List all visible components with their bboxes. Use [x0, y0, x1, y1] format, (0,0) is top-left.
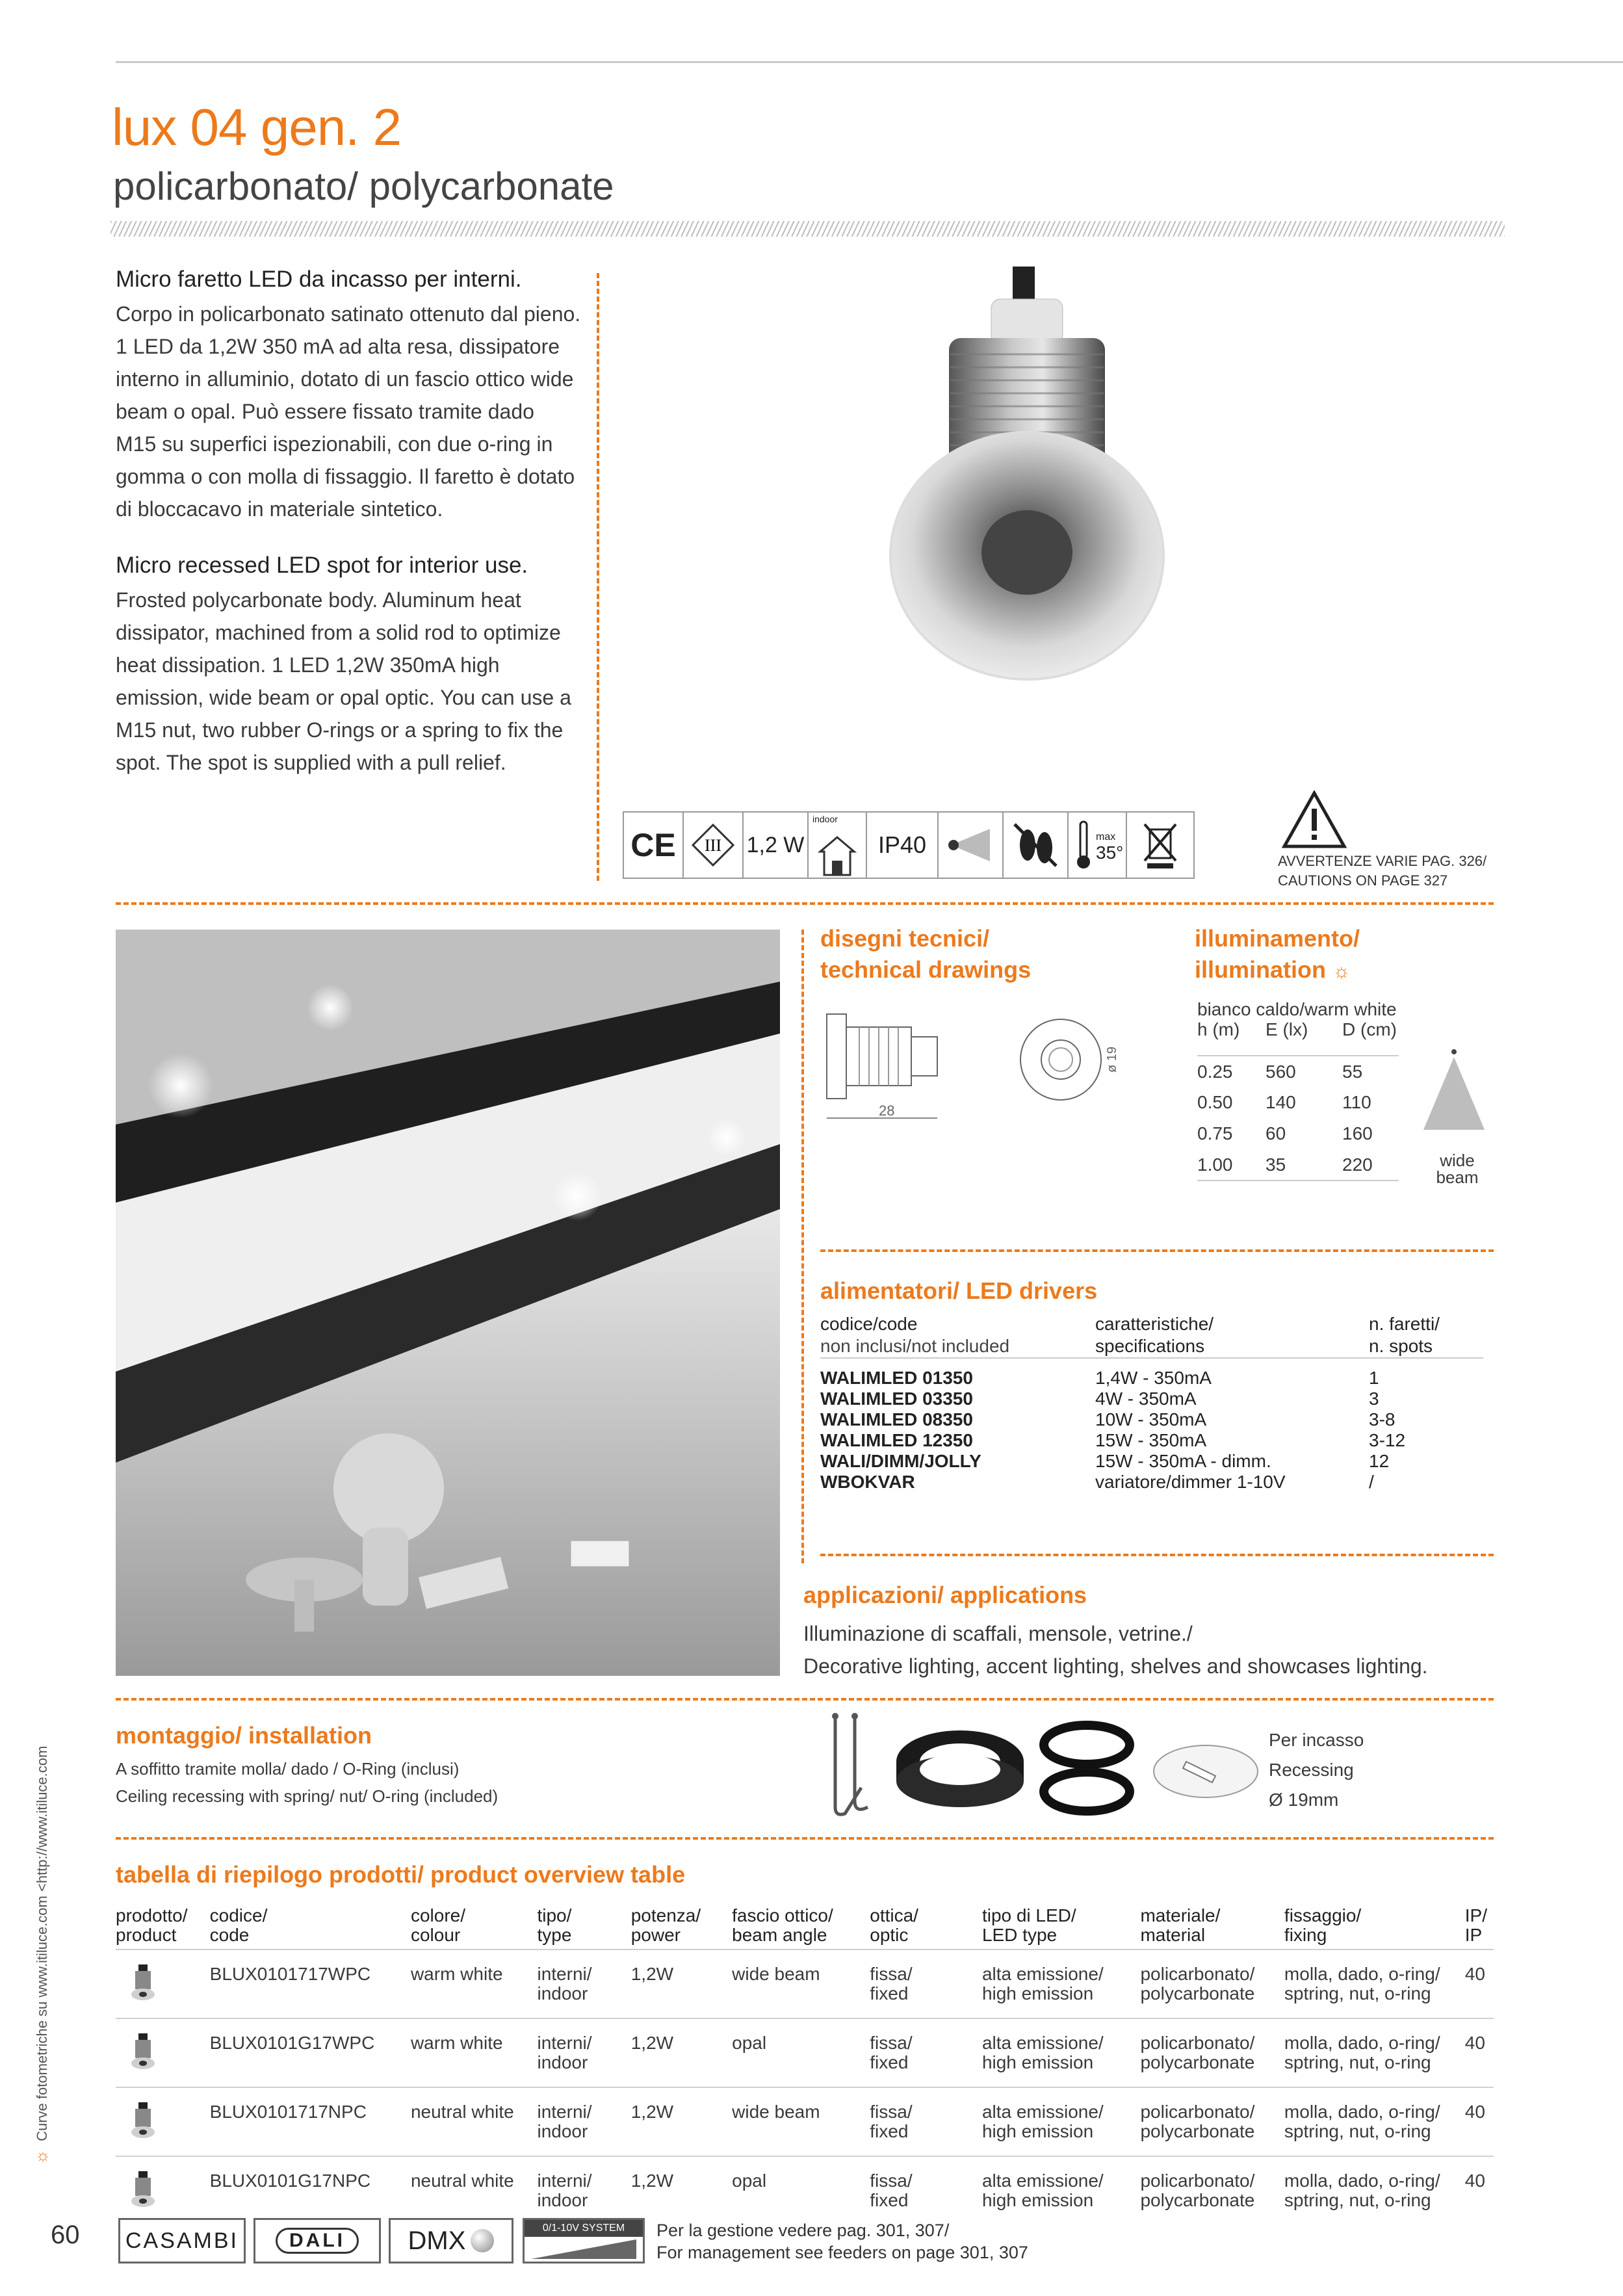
header-line: fixing [1284, 1925, 1327, 1945]
class-label: III [705, 836, 721, 855]
warning-line: AVVERTENZE VARIE PAG. 326/ [1278, 853, 1487, 869]
product-code: BLUX0101G17NPC [210, 2156, 411, 2224]
thermometer-icon [1074, 819, 1093, 871]
header-line: caratteristiche/ [1095, 1314, 1214, 1334]
cell-line: policarbonato/ [1140, 2102, 1255, 2122]
table-row [1197, 1087, 1399, 1118]
table-header [982, 1902, 1141, 1950]
product-photo [871, 267, 1189, 696]
table-header [210, 1902, 411, 1950]
illumination-title [1195, 923, 1360, 987]
management-line: Per la gestione vedere pag. 301, 307/ [656, 2221, 950, 2240]
cell-line: high emission [981, 2052, 1094, 2072]
management-note [656, 2219, 1028, 2263]
table-row [116, 2087, 1494, 2156]
cell-line: high emission [981, 2121, 1094, 2141]
page-number: 60 [51, 2221, 80, 2249]
drawings-title-en: technical drawings [820, 956, 1032, 983]
application-photo [116, 930, 780, 1676]
cell-line: fixed [870, 2190, 909, 2210]
glass-box [571, 1541, 629, 1567]
text-line: Frosted polycarbonate body. Aluminum heat [116, 588, 521, 612]
header-line: fissaggio/ [1284, 1905, 1362, 1925]
header-line: colore/ [410, 1905, 465, 1925]
cell-line: molla, dado, o-ring/ [1284, 2033, 1440, 2053]
dmx-globe-icon [471, 2229, 494, 2252]
header-line: n. faretti/ [1369, 1314, 1440, 1334]
table-cell [982, 2156, 1141, 2224]
table-cell [982, 1950, 1141, 2018]
o-ring-icon [1035, 1719, 1139, 1823]
table-cell: 1,2W [631, 2156, 732, 2224]
text-line: beam o opal. Può essere fissato tramite dado [116, 400, 534, 423]
table-cell: 40 [1465, 2018, 1494, 2087]
illumination-subtitle: bianco caldo/warm white [1197, 999, 1397, 1019]
text-line: M15 nut, two rubber O-rings or a spring to fix the [116, 718, 564, 742]
indoor-label: indoor [812, 814, 838, 824]
description-it-body [116, 298, 584, 525]
illumination-title-en-row [1195, 954, 1360, 987]
hatch-divider [110, 221, 1505, 237]
header-line: potenza/ [630, 1905, 701, 1925]
illumination-header-row [1197, 1019, 1399, 1056]
table-cell: 40 [1465, 2156, 1494, 2224]
header-line: type [537, 1925, 572, 1945]
header-line: optic [870, 1925, 909, 1945]
installation-title: montaggio/ installation [116, 1722, 372, 1749]
table-cell: 1,4W - 350mA [1095, 1368, 1212, 1388]
table-row [1197, 1149, 1399, 1181]
cell-line: fissa/ [870, 1964, 913, 1984]
drivers-header [820, 1313, 1483, 1359]
product-thumbnail-cell [116, 1950, 210, 2018]
description-en-body [116, 584, 584, 779]
table-row [1197, 1118, 1399, 1149]
table-cell: 40 [1465, 1950, 1494, 2018]
tmax-block [1096, 829, 1123, 861]
applications-line: Illuminazione di scaffali, mensole, vetrine./ [803, 1622, 1193, 1645]
header-line: n. spots [1369, 1336, 1433, 1356]
table-cell: 1.00 [1197, 1154, 1233, 1175]
header-line: tipo di LED/ [981, 1905, 1076, 1925]
table-header: E (lx) [1266, 1019, 1308, 1039]
cell-line: indoor [537, 2190, 588, 2210]
dimmer-system-logo [523, 2218, 645, 2263]
table-header [870, 1902, 982, 1950]
cell-line: sptring, nut, o-ring [1284, 2052, 1431, 2072]
table-cell: WALIMLED 12350 [820, 1430, 973, 1450]
header-line: prodotto/ [116, 1905, 188, 1925]
warning-line: CAUTIONS ON PAGE 327 [1278, 872, 1448, 889]
table-row [116, 2156, 1494, 2224]
recess-icon [1150, 1736, 1261, 1807]
sidebar-vertical-text [31, 1580, 57, 2165]
beam-cone-icon [1418, 1047, 1490, 1131]
header-line: IP [1464, 1925, 1483, 1945]
table-cell: 15W - 350mA [1095, 1430, 1207, 1450]
table-cell: warm white [411, 1950, 538, 2018]
header-line: non inclusi/not included [820, 1336, 1010, 1356]
cell-line: alta emissione/ [981, 2171, 1104, 2191]
cell-line: interni/ [537, 1964, 592, 1984]
description-it-title: Micro faretto LED da incasso per interni. [116, 267, 522, 292]
class-iii-diamond [690, 822, 736, 868]
text-line: dissipator, machined from a solid rod to optimize [116, 621, 561, 644]
dimmer-logo-text: 0/1-10V SYSTEM [525, 2220, 643, 2237]
drivers-spec-header [1095, 1313, 1214, 1357]
table-cell: warm white [411, 2018, 538, 2087]
table-cell: WALIMLED 01350 [820, 1368, 973, 1388]
table-cell: 10W - 350mA [1095, 1409, 1207, 1429]
management-line: For management see feeders on page 301, 307 [656, 2243, 1028, 2262]
table-cell [1140, 2087, 1284, 2156]
table-cell: 1,2W [631, 2087, 732, 2156]
table-cell [1140, 2156, 1284, 2224]
table-cell: WALIMLED 08350 [820, 1409, 973, 1429]
recess-line: Ø 19mm [1269, 1790, 1339, 1810]
table-cell [1284, 2087, 1465, 2156]
text-line: emission, wide beam or opal optic. You can use a [116, 686, 571, 709]
table-cell: opal [732, 2156, 870, 2224]
tmax-label: max [1096, 831, 1116, 842]
sculpture-body [363, 1528, 408, 1606]
light-glow [707, 1118, 746, 1157]
cell-line: sptring, nut, o-ring [1284, 2190, 1431, 2210]
table-header: h (m) [1197, 1019, 1240, 1039]
cell-line: molla, dado, o-ring/ [1284, 1964, 1440, 1984]
installation-line: Ceiling recessing with spring/ nut/ O-ring (included) [116, 1786, 499, 1806]
lens-center [981, 510, 1072, 595]
drawings-title [820, 923, 1031, 985]
table-cell: 0.50 [1197, 1092, 1233, 1112]
table-row [1197, 1056, 1399, 1087]
table-header [537, 1902, 630, 1950]
applications-text [803, 1617, 1428, 1682]
table-cell: / [1369, 1472, 1374, 1492]
cell-line: polycarbonate [1140, 2052, 1255, 2072]
table-cell: WALIMLED 03350 [820, 1389, 973, 1409]
product-subtitle: policarbonato/ polycarbonate [113, 164, 614, 208]
cell-line: polycarbonate [1140, 2121, 1255, 2141]
table-row [820, 1389, 1483, 1409]
class-iii-icon [684, 813, 744, 878]
table-cell: 60 [1266, 1123, 1286, 1143]
cell-line: fissa/ [870, 2102, 913, 2122]
table-cell: 220 [1342, 1154, 1373, 1175]
cell-line: sptring, nut, o-ring [1284, 2121, 1431, 2141]
header-line: codice/code [820, 1314, 918, 1334]
cell-line: fixed [870, 2121, 909, 2141]
drivers-n-header [1369, 1313, 1440, 1357]
dali-logo-text: DALI [276, 2228, 359, 2254]
table-header: D (cm) [1342, 1019, 1397, 1039]
table-row [820, 1472, 1483, 1493]
table-cell: 560 [1266, 1061, 1296, 1082]
table-cell: neutral white [411, 2087, 538, 2156]
dim-diameter: ø 19 [1105, 1046, 1119, 1073]
text-line: M15 su superfici ispezionabili, con due o-ring in [116, 432, 553, 456]
table-cell: 35 [1266, 1154, 1286, 1175]
header-line: codice/ [209, 1905, 268, 1925]
header-line: LED type [981, 1925, 1058, 1945]
beam-label [1431, 1152, 1483, 1186]
table-cell [870, 2018, 982, 2087]
cell-line: alta emissione/ [981, 2033, 1104, 2053]
table-header [1284, 1902, 1465, 1950]
header-line: ottica/ [870, 1905, 918, 1925]
warning-text [1278, 852, 1487, 891]
cell-line: fixed [870, 2052, 909, 2072]
table-cell [982, 2087, 1141, 2156]
header-line: tipo/ [537, 1905, 572, 1925]
table-header [631, 1902, 732, 1950]
table-cell: wide beam [732, 1950, 870, 2018]
table-cell [1140, 1950, 1284, 2018]
cell-line: policarbonato/ [1140, 2033, 1255, 2053]
drivers-title: alimentatori/ LED drivers [820, 1277, 1098, 1304]
table-cell: 40 [1465, 2087, 1494, 2156]
light-glow [307, 984, 354, 1031]
beam-label-line: wide [1440, 1151, 1475, 1170]
dmx-logo-text: DMX [408, 2226, 466, 2255]
cell-line: high emission [981, 2190, 1094, 2210]
table-header [411, 1902, 538, 1950]
cell-line: alta emissione/ [981, 2102, 1104, 2122]
sun-icon: ☼ [31, 2149, 51, 2165]
cell-line: fissa/ [870, 2033, 913, 2053]
section-divider [116, 1698, 1494, 1701]
overview-header-row [116, 1902, 1494, 1950]
illumination-title-en: illumination [1195, 956, 1326, 983]
overview-table [116, 1902, 1494, 2224]
header-line: IP/ [1464, 1905, 1487, 1925]
header-line: material [1140, 1925, 1206, 1945]
warning-icon [1282, 790, 1347, 849]
product-thumbnail-icon [130, 2171, 156, 2208]
cell-line: fixed [870, 1983, 909, 2003]
header-line: colour [410, 1925, 461, 1945]
table-cell: variatore/dimmer 1-10V [1095, 1472, 1286, 1492]
tmax-value: 35° [1096, 842, 1124, 863]
table-cell: WBOKVAR [820, 1472, 915, 1492]
installation-line: A soffitto tramite molla/ dado / O-Ring (inclusi) [116, 1759, 460, 1779]
header-line: product [116, 1925, 177, 1945]
cell-line: policarbonato/ [1140, 1964, 1255, 1984]
table-row [820, 1451, 1483, 1472]
product-code: BLUX0101G17WPC [210, 2018, 411, 2087]
table-header [1465, 1902, 1494, 1950]
table-cell [537, 2087, 630, 2156]
table-cell: 110 [1342, 1092, 1371, 1112]
cell-line: interni/ [537, 2102, 592, 2122]
temperature-icon [1069, 813, 1127, 878]
section-divider [820, 1249, 1494, 1252]
table-cell: 0.25 [1197, 1061, 1233, 1082]
footprints-icon [1009, 819, 1061, 871]
description [116, 267, 584, 779]
table-cell [870, 2156, 982, 2224]
recess-line: Per incasso [1269, 1730, 1364, 1750]
table-cell: 4W - 350mA [1095, 1389, 1197, 1409]
table-cell: 12 [1369, 1451, 1390, 1471]
technical-drawing [820, 1008, 1132, 1131]
product-title: lux 04 gen. 2 [112, 98, 402, 156]
table-cell [537, 1950, 630, 2018]
mushroom-stem [294, 1580, 314, 1632]
table-cell [1284, 1950, 1465, 2018]
table-cell: neutral white [411, 2156, 538, 2224]
product-thumbnail-icon [130, 1964, 156, 2001]
table-header [116, 1902, 210, 1950]
table-cell [537, 2156, 630, 2224]
vertical-divider [801, 930, 804, 1563]
text-line: heat dissipation. 1 LED 1,2W 350mA high [116, 653, 500, 677]
text-line: di bloccacavo in materiale sintetico. [116, 497, 443, 521]
table-cell: 1 [1369, 1368, 1379, 1388]
sidebar-link-text: Curve fotometriche su www.itiluce.com <http://www.itiluce.com [34, 1745, 50, 2141]
top-rule [116, 61, 1623, 63]
applications-title: applicazioni/ applications [803, 1582, 1087, 1608]
indoor-icon [809, 813, 867, 878]
header-line: power [630, 1925, 681, 1945]
dimmer-ramp-icon [525, 2237, 643, 2262]
table-cell: 3 [1369, 1389, 1379, 1409]
table-cell: 140 [1266, 1092, 1296, 1112]
cable-gland [991, 299, 1063, 345]
section-divider [116, 902, 1494, 905]
table-cell [1140, 2018, 1284, 2087]
product-thumbnail-cell [116, 2156, 210, 2224]
house-icon [818, 832, 857, 878]
weee-icon [1127, 813, 1193, 878]
dali-logo [253, 2218, 381, 2263]
power-label: 1,2 W [744, 813, 809, 878]
cell-line: indoor [537, 1983, 588, 2003]
text-line: 1 LED da 1,2W 350 mA ad alta resa, dissipatore [116, 335, 560, 358]
table-cell: 55 [1342, 1061, 1363, 1082]
spotlight-icon [939, 813, 1004, 878]
installation-text [116, 1755, 498, 1810]
table-row [820, 1409, 1483, 1430]
cell-line: polycarbonate [1140, 2190, 1255, 2210]
certification-strip [623, 811, 1195, 879]
light-glow [552, 1171, 602, 1221]
product-code: BLUX0101717WPC [210, 1950, 411, 2018]
table-header [1140, 1902, 1284, 1950]
cell-line: molla, dado, o-ring/ [1284, 2171, 1440, 2191]
section-divider [116, 1837, 1494, 1840]
table-cell: 3-12 [1369, 1430, 1406, 1450]
cell-line: policarbonato/ [1140, 2171, 1255, 2191]
table-row [820, 1368, 1483, 1389]
table-cell: 0.75 [1197, 1123, 1233, 1143]
product-thumbnail-cell [116, 2087, 210, 2156]
cell-line: sptring, nut, o-ring [1284, 1983, 1431, 2003]
table-cell: 1,2W [631, 2018, 732, 2087]
crossed-bin-icon [1141, 819, 1180, 871]
sun-icon: ☼ [1332, 961, 1351, 982]
drivers-code-header [820, 1313, 1009, 1357]
applications-line: Decorative lighting, accent lighting, shelves and showcases lighting. [803, 1654, 1428, 1678]
cell-line: interni/ [537, 2033, 592, 2053]
table-cell: WALI/DIMM/JOLLY [820, 1451, 981, 1471]
text-line: interno in alluminio, dotato di un fascio ottico wide [116, 367, 574, 391]
text-line: Corpo in policarbonato satinato ottenuto dal pieno. [116, 302, 581, 326]
overview-title: tabella di riepilogo prodotti/ product overview table [116, 1861, 686, 1888]
table-cell: wide beam [732, 2087, 870, 2156]
table-cell [537, 2018, 630, 2087]
illumination-table [1197, 1019, 1399, 1181]
header-line: fascio ottico/ [732, 1905, 833, 1925]
cell-line: indoor [537, 2121, 588, 2141]
table-row [116, 1950, 1494, 2018]
nut-icon [892, 1723, 1028, 1814]
table-cell: 15W - 350mA - dimm. [1095, 1451, 1271, 1471]
cell-line: indoor [537, 2052, 588, 2072]
product-thumbnail-cell [116, 2018, 210, 2087]
cell-line: polycarbonate [1140, 1983, 1255, 2003]
casambi-logo: CASAMBI [118, 2218, 246, 2263]
ip-rating: IP40 [867, 813, 939, 878]
header-line: code [209, 1925, 250, 1945]
recess-text [1269, 1725, 1364, 1815]
recess-line: Recessing [1269, 1760, 1354, 1780]
text-line: spot. The spot is supplied with a pull relief. [116, 751, 506, 774]
dmx-logo [389, 2218, 513, 2263]
header-line: specifications [1095, 1336, 1205, 1356]
no-step-icon [1004, 813, 1069, 878]
table-cell: opal [732, 2018, 870, 2087]
table-cell [982, 2018, 1141, 2087]
illumination-title-it: illuminamento/ [1195, 925, 1360, 952]
dim-length: 28 [879, 1102, 895, 1119]
cell-line: fissa/ [870, 2171, 913, 2191]
product-code: BLUX0101717NPC [210, 2087, 411, 2156]
product-thumbnail-icon [130, 2102, 156, 2139]
spring-icon [816, 1710, 881, 1820]
cell-line: molla, dado, o-ring/ [1284, 2102, 1440, 2122]
section-divider [820, 1554, 1494, 1556]
description-en-title: Micro recessed LED spot for interior use. [116, 553, 528, 578]
beam-label-line: beam [1436, 1168, 1479, 1187]
table-cell: 1,2W [631, 1950, 732, 2018]
table-cell: 160 [1342, 1123, 1373, 1143]
sculpture-head [333, 1433, 444, 1544]
table-cell [1284, 2018, 1465, 2087]
light-glow [148, 1053, 213, 1118]
header-line: beam angle [732, 1925, 827, 1945]
cell-line: alta emissione/ [981, 1964, 1104, 1984]
table-cell: 3-8 [1369, 1409, 1396, 1429]
drivers-table [820, 1368, 1483, 1493]
cell-line: high emission [981, 1983, 1094, 2003]
product-thumbnail-icon [130, 2033, 156, 2070]
drawings-title-it: disegni tecnici/ [820, 925, 990, 952]
table-cell [870, 2087, 982, 2156]
table-cell [870, 1950, 982, 2018]
table-row [116, 2018, 1494, 2087]
table-row [820, 1430, 1483, 1451]
vertical-divider [597, 273, 599, 881]
table-cell [1284, 2156, 1465, 2224]
table-header [732, 1902, 870, 1950]
ce-mark-icon: CE [624, 813, 684, 878]
light-beam-icon [944, 822, 996, 868]
text-line: gomma o con molla di fissaggio. Il faretto è dotato [116, 465, 575, 488]
header-line: materiale/ [1140, 1905, 1221, 1925]
cell-line: interni/ [537, 2171, 592, 2191]
